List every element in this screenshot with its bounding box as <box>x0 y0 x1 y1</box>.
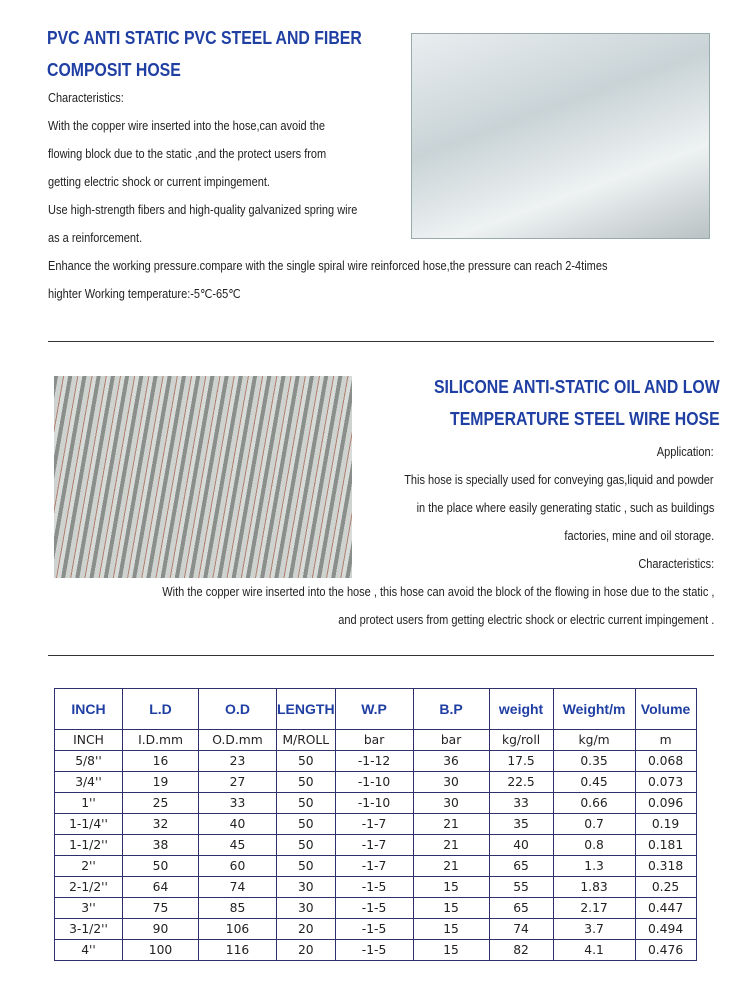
unit-cell: M/ROLL <box>277 730 336 751</box>
table-cell: 0.068 <box>635 751 696 772</box>
table-cell: 15 <box>413 919 489 940</box>
table-cell: 0.19 <box>635 814 696 835</box>
section2-title <box>434 371 720 435</box>
table-cell: -1-10 <box>335 772 413 793</box>
table-cell: 5/8'' <box>55 751 123 772</box>
divider <box>48 341 714 342</box>
column-header: O.D <box>199 689 277 730</box>
table-row <box>55 877 697 898</box>
text-line: Enhance the working pressure.compare with the single spiral wire reinforced hose,the pressure can reach 2-4times <box>48 259 608 273</box>
table-cell: -1-7 <box>335 835 413 856</box>
table-row <box>55 919 697 940</box>
table-cell: 20 <box>277 940 336 961</box>
table-cell: 50 <box>277 835 336 856</box>
title-line: PVC ANTI STATIC PVC STEEL AND FIBER <box>47 28 362 48</box>
table-row <box>55 814 697 835</box>
unit-cell: bar <box>335 730 413 751</box>
table-cell: 30 <box>277 898 336 919</box>
text-line: in the place where easily generating static , such as buildings <box>416 501 714 515</box>
text-line: factories, mine and oil storage. <box>564 529 714 543</box>
table-cell: 50 <box>277 814 336 835</box>
table-cell: 90 <box>123 919 199 940</box>
table-cell: 0.476 <box>635 940 696 961</box>
table-cell: 17.5 <box>489 751 553 772</box>
table-cell: 85 <box>199 898 277 919</box>
table-cell: 21 <box>413 835 489 856</box>
table-cell: 0.181 <box>635 835 696 856</box>
unit-cell: INCH <box>55 730 123 751</box>
table-cell: 50 <box>277 793 336 814</box>
column-header: L.D <box>123 689 199 730</box>
table-cell: 15 <box>413 877 489 898</box>
table-cell: 27 <box>199 772 277 793</box>
table-cell: 3-1/2'' <box>55 919 123 940</box>
table-row <box>55 940 697 961</box>
table-cell: 1.83 <box>553 877 635 898</box>
column-header: Volume <box>635 689 696 730</box>
column-header: INCH <box>55 689 123 730</box>
table-cell: 1-1/4'' <box>55 814 123 835</box>
table-cell: 0.35 <box>553 751 635 772</box>
table-cell: 22.5 <box>489 772 553 793</box>
table-cell: 1-1/2'' <box>55 835 123 856</box>
table-cell: 21 <box>413 856 489 877</box>
table-cell: 1'' <box>55 793 123 814</box>
table-cell: 40 <box>489 835 553 856</box>
table-cell: 50 <box>123 856 199 877</box>
unit-cell: bar <box>413 730 489 751</box>
table-cell: 100 <box>123 940 199 961</box>
table-cell: 15 <box>413 898 489 919</box>
table-cell: 33 <box>199 793 277 814</box>
table-cell: 0.45 <box>553 772 635 793</box>
table-cell: 55 <box>489 877 553 898</box>
unit-cell: kg/m <box>553 730 635 751</box>
table-cell: 0.096 <box>635 793 696 814</box>
table-cell: 65 <box>489 856 553 877</box>
table-cell: 65 <box>489 898 553 919</box>
table-cell: 50 <box>277 772 336 793</box>
table-cell: 25 <box>123 793 199 814</box>
text-line: getting electric shock or current impingement. <box>48 175 270 189</box>
text-line: Characteristics: <box>638 557 714 571</box>
table-cell: 20 <box>277 919 336 940</box>
text-line: and protect users from getting electric shock or electric current impingement . <box>338 613 714 627</box>
table-cell: -1-5 <box>335 919 413 940</box>
table-cell: -1-7 <box>335 814 413 835</box>
table-cell: 0.073 <box>635 772 696 793</box>
table-row <box>55 898 697 919</box>
title-line: SILICONE ANTI-STATIC OIL AND LOW <box>434 377 720 397</box>
table-cell: 4.1 <box>553 940 635 961</box>
unit-cell: O.D.mm <box>199 730 277 751</box>
title-line: COMPOSIT HOSE <box>47 60 181 80</box>
column-header: weight <box>489 689 553 730</box>
table-row <box>55 751 697 772</box>
text-line: With the copper wire inserted into the hose,can avoid the <box>48 119 325 133</box>
clear-hose-photo <box>411 33 710 239</box>
table-cell: 82 <box>489 940 553 961</box>
unit-cell: I.D.mm <box>123 730 199 751</box>
table-cell: 64 <box>123 877 199 898</box>
table-cell: 3.7 <box>553 919 635 940</box>
table-cell: 2'' <box>55 856 123 877</box>
column-header: LENGTH <box>277 689 336 730</box>
table-cell: 16 <box>123 751 199 772</box>
section1-title <box>47 22 362 86</box>
table-cell: 36 <box>413 751 489 772</box>
table-cell: 30 <box>413 793 489 814</box>
unit-cell: kg/roll <box>489 730 553 751</box>
table-cell: 106 <box>199 919 277 940</box>
table-cell: 1.3 <box>553 856 635 877</box>
table-cell: -1-7 <box>335 856 413 877</box>
table-cell: 30 <box>413 772 489 793</box>
table-cell: 0.25 <box>635 877 696 898</box>
table-cell: 0.7 <box>553 814 635 835</box>
column-header: W.P <box>335 689 413 730</box>
table-cell: 30 <box>277 877 336 898</box>
table-cell: -1-10 <box>335 793 413 814</box>
text-line: Use high-strength fibers and high-quality galvanized spring wire <box>48 203 358 217</box>
table-cell: 0.8 <box>553 835 635 856</box>
table-cell: 74 <box>489 919 553 940</box>
text-line: highter Working temperature:-5℃-65℃ <box>48 287 241 301</box>
text-line: flowing block due to the static ,and the protect users from <box>48 147 327 161</box>
steel-wire-hose-photo <box>54 376 352 578</box>
table-cell: -1-5 <box>335 898 413 919</box>
table-row <box>55 793 697 814</box>
table-cell: 21 <box>413 814 489 835</box>
table-cell: 3'' <box>55 898 123 919</box>
spec-table <box>54 688 697 961</box>
table-cell: -1-5 <box>335 877 413 898</box>
table-cell: 35 <box>489 814 553 835</box>
column-header: B.P <box>413 689 489 730</box>
table-cell: 60 <box>199 856 277 877</box>
table-cell: 0.66 <box>553 793 635 814</box>
title-line: TEMPERATURE STEEL WIRE HOSE <box>450 409 720 429</box>
text-line: This hose is specially used for conveying gas,liquid and powder <box>404 473 714 487</box>
text-line: Characteristics: <box>48 91 124 105</box>
table-cell: 0.494 <box>635 919 696 940</box>
table-cell: -1-12 <box>335 751 413 772</box>
table-cell: 23 <box>199 751 277 772</box>
table-row <box>55 856 697 877</box>
table-cell: -1-5 <box>335 940 413 961</box>
table-cell: 116 <box>199 940 277 961</box>
table-cell: 2.17 <box>553 898 635 919</box>
text-line: With the copper wire inserted into the hose , this hose can avoid the block of the flowing in hose due to the static , <box>161 585 714 599</box>
table-cell: 50 <box>277 856 336 877</box>
table-cell: 4'' <box>55 940 123 961</box>
table-cell: 15 <box>413 940 489 961</box>
table-cell: 50 <box>277 751 336 772</box>
table-cell: 32 <box>123 814 199 835</box>
table-cell: 40 <box>199 814 277 835</box>
unit-cell: m <box>635 730 696 751</box>
table-cell: 38 <box>123 835 199 856</box>
table-cell: 45 <box>199 835 277 856</box>
table-cell: 3/4'' <box>55 772 123 793</box>
divider <box>48 655 714 656</box>
table-cell: 2-1/2'' <box>55 877 123 898</box>
table-cell: 0.318 <box>635 856 696 877</box>
text-line: Application: <box>657 445 714 459</box>
table-cell: 75 <box>123 898 199 919</box>
table-row <box>55 835 697 856</box>
table-cell: 19 <box>123 772 199 793</box>
table-cell: 74 <box>199 877 277 898</box>
text-line: as a reinforcement. <box>48 231 143 245</box>
table-cell: 33 <box>489 793 553 814</box>
table-cell: 0.447 <box>635 898 696 919</box>
units-row <box>55 730 697 751</box>
table-row <box>55 772 697 793</box>
column-header: Weight/m <box>553 689 635 730</box>
